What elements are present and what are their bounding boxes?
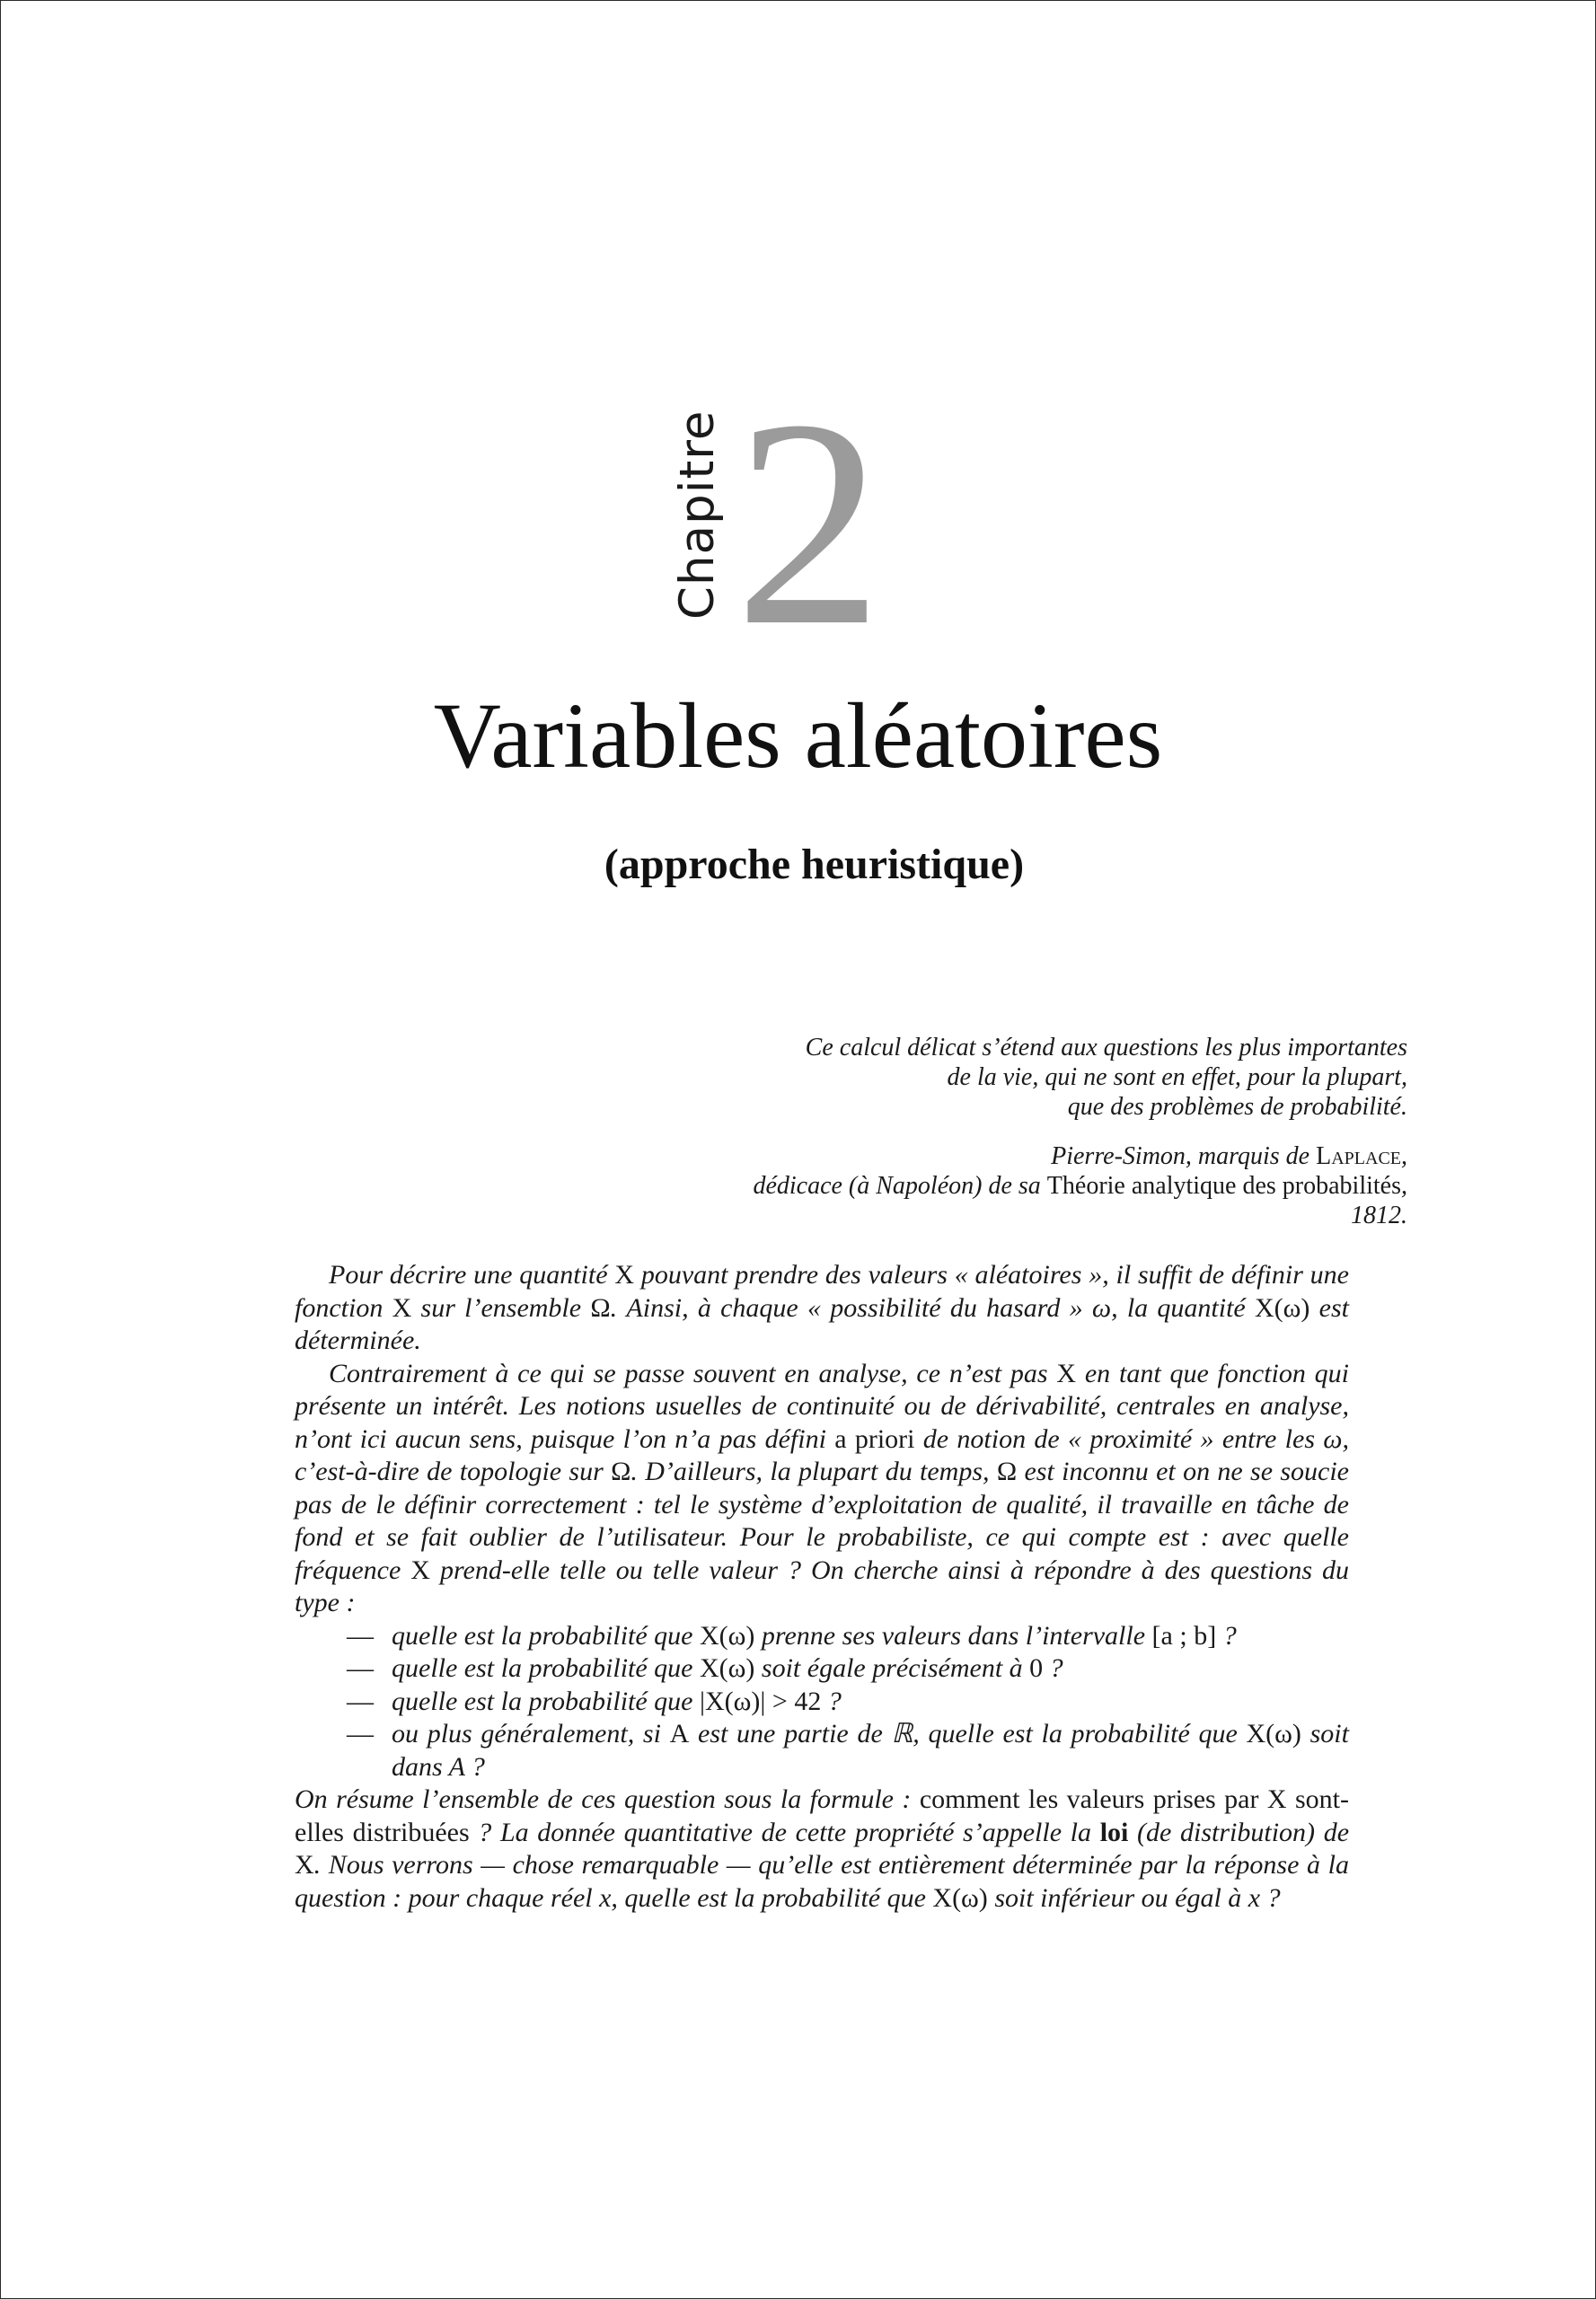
- epigraph-year: 1812.: [1351, 1202, 1407, 1229]
- epigraph-author: Pierre-Simon, marquis de Laplace,: [1051, 1142, 1407, 1170]
- author-name: Laplace: [1316, 1142, 1401, 1170]
- chapter-title: Variables aléatoires: [433, 684, 1163, 788]
- paragraph: On résume l’ensemble de ces question sous la formule : comment les valeurs prises par X sont-elles distribuées ? La donnée quantitative de cette propriété s’appelle la loi (de distribution) de X. Nous verrons — chose remarquable — qu’elle est entièrement déterminée par la réponse à la question : pour chaque réel x, quelle est la probabilité que X(ω) soit inférieur ou égal à x ?: [295, 1784, 1350, 1913]
- epigraph-quote-line: de la vie, qui ne sont en effet, pour la plupart,: [947, 1063, 1407, 1091]
- list-item: — quelle est la probabilité que |X(ω)| > 42 ?: [347, 1686, 842, 1716]
- chapter-number: 2: [735, 359, 883, 687]
- chapter-label: Chapitre: [670, 410, 725, 620]
- list-item: — quelle est la probabilité que X(ω) soit égale précisément à 0 ?: [347, 1653, 1063, 1683]
- epigraph-quote-line: que des problèmes de probabilité.: [1067, 1093, 1407, 1121]
- list-item: — ou plus généralement, si A est une partie de ℝ, quelle est la probabilité que X(ω) soit dans A ?: [347, 1719, 1349, 1782]
- question-list: [295, 1620, 1349, 1784]
- chapter-body: [295, 1259, 1349, 1915]
- source-title: Théorie analytique des probabilités: [1046, 1172, 1401, 1200]
- paragraph: Contrairement à ce qui se passe souvent en analyse, ce n’est pas X en tant que fonction qui présente un intérêt. Les notions usuelles de continuité ou de dérivabilité, centrales en analyse, n’ont ici aucun sens, puisque l’on n’a pas défini a priori de notion de « proximité » entre les ω, c’est-à-dire de topologie sur Ω. D’ailleurs, la plupart du temps, Ω est inconnu et on ne se soucie pas de le définir correctement : tel le système d’exploitation de qualité, il travaille en tâche de fond et se fait oublier de l’utilisateur. Pour le probabiliste, ce qui compte est : avec quelle fréquence X prend-elle telle ou telle valeur ? On cherche ainsi à répondre à des questions du type :: [295, 1358, 1349, 1617]
- epigraph-source: dédicace (à Napoléon) de sa Théorie analytique des probabilités,: [753, 1172, 1407, 1200]
- epigraph: [419, 1033, 1407, 1230]
- list-item: — quelle est la probabilité que X(ω) prenne ses valeurs dans l’intervalle [a ; b] ?: [347, 1620, 1237, 1651]
- term-loi: loi: [1099, 1817, 1129, 1847]
- chapter-subtitle: (approche heuristique): [604, 841, 1025, 888]
- paragraph: Pour décrire une quantité X pouvant prendre des valeurs « aléatoires », il suffit de définir une fonction X sur l’ensemble Ω. Ainsi, à chaque « possibilité du hasard » ω, la quantité X(ω) est déterminée.: [295, 1260, 1350, 1355]
- epigraph-quote-line: Ce calcul délicat s’étend aux questions les plus importantes: [805, 1034, 1407, 1061]
